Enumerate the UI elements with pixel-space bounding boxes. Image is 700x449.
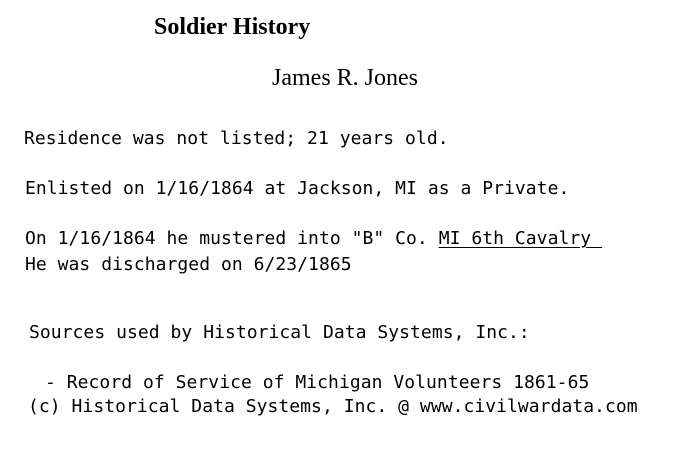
page-title: Soldier History [154, 14, 311, 40]
source-item: - Record of Service of Michigan Volunteers 1861-65 [45, 372, 590, 393]
muster-text: On 1/16/1864 he mustered into "B" Co. [25, 228, 439, 249]
enlisted-line: Enlisted on 1/16/1864 at Jackson, MI as a Private. [25, 178, 570, 199]
residence-line: Residence was not listed; 21 years old. [24, 128, 449, 149]
discharge-line: He was discharged on 6/23/1865 [25, 254, 352, 275]
soldier-name: James R. Jones [272, 65, 418, 91]
unit-link[interactable]: MI 6th Cavalry [438, 228, 603, 249]
sources-heading: Sources used by Historical Data Systems, Inc.: [29, 322, 530, 343]
copyright-line: (c) Historical Data Systems, Inc. @ www.civilwardata.com [28, 396, 638, 417]
muster-line [25, 228, 602, 250]
